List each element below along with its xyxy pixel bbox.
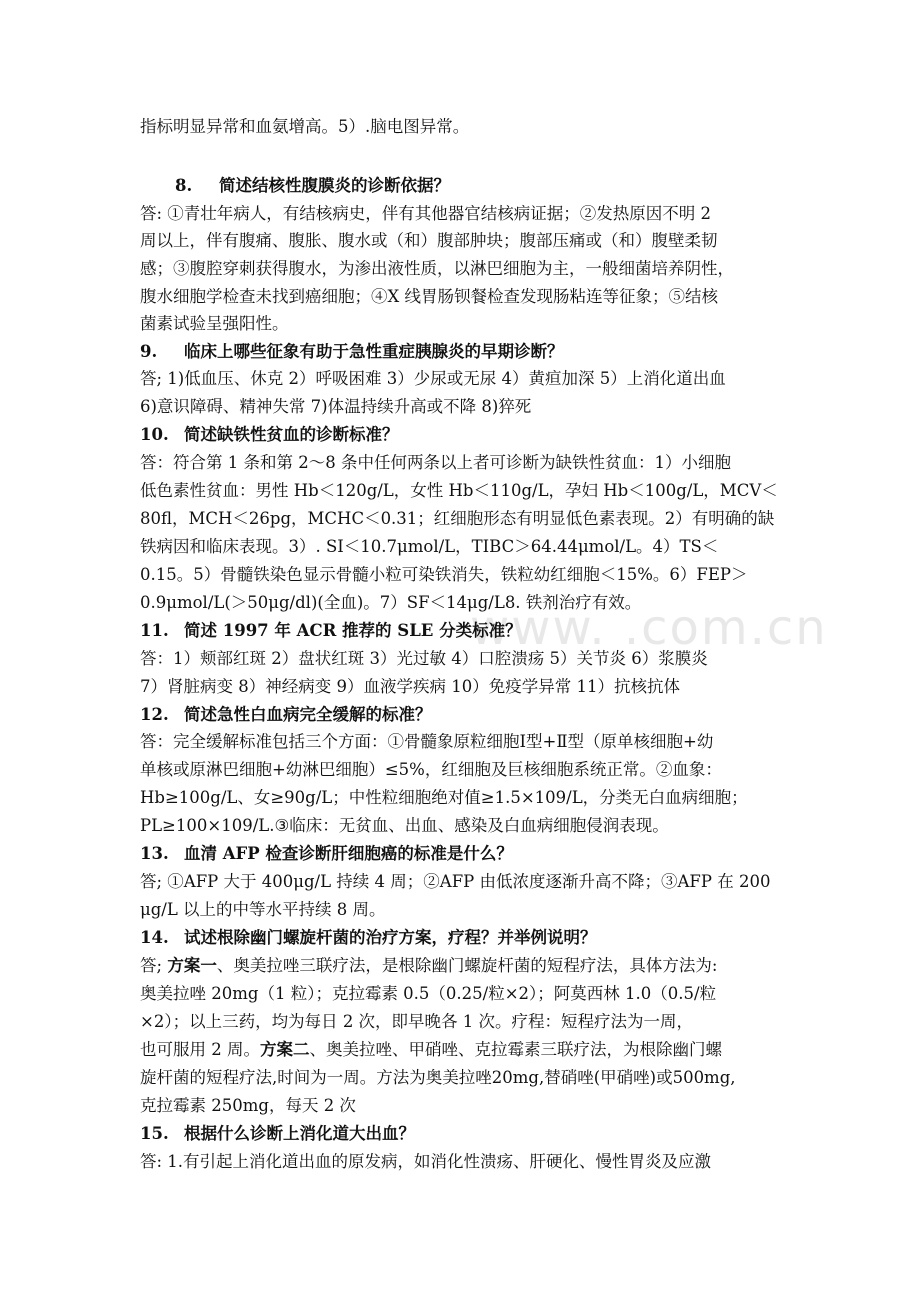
text-line: 答：符合第 1 条和第 2～8 条中任何两条以上者可诊断为缺铁性贫血：1）小细胞 (140, 453, 731, 472)
answer-14-line-4 (140, 1037, 800, 1062)
question-text: 简述缺铁性贫血的诊断标准？ (184, 425, 399, 444)
question-text: 血清 AFP 检查诊断肝细胞癌的标准是什么？ (184, 844, 513, 863)
text-line: 旋杆菌的短程疗法,时间为一周。方法为奥美拉唑20mg,替硝唑(甲硝唑)或500mg, (140, 1068, 736, 1087)
text-line: μg/L 以上的中等水平持续 8 周。 (140, 900, 386, 919)
scheme-two-label: 方案二 (260, 1040, 310, 1059)
text-line: 6)意识障碍、精神失常 7)体温持续升高或不降 8)猝死 (140, 397, 532, 416)
question-number: 12. (140, 705, 169, 724)
watermark: www. .com.cn (470, 600, 828, 656)
text-line: 周以上，伴有腹痛、腹胀、腹水或（和）腹部肿块；腹部压痛或（和）腹壁柔韧 (140, 231, 718, 250)
text-line: 菌素试验呈强阳性。 (140, 314, 289, 333)
question-text: 临床上哪些征象有助于急性重症胰腺炎的早期诊断？ (184, 342, 564, 361)
answer-text: 也可服用 2 周。 (140, 1040, 260, 1059)
text-line: 指标明显异常和血氨增高。5）.脑电图异常。 (140, 117, 470, 136)
text-line: 答：1）颊部红斑 2）盘状红斑 3）光过敏 4）口腔溃疡 5）关节炎 6）浆膜炎 (140, 649, 708, 668)
text-line: 铁病因和临床表现。3）. SI＜10.7μmol/L，TIBC＞64.44μmol/L。4）TS＜ (140, 537, 719, 556)
text-line: 感；③腹腔穿刺获得腹水，为渗出液性质，以淋巴细胞为主，一般细菌培养阴性， (140, 259, 734, 278)
scheme-one-label: 方案一 (167, 956, 217, 975)
answer-text: 、奥美拉唑、甲硝唑、克拉霉素三联疗法，为根除幽门螺 (309, 1040, 722, 1059)
text-line: 答; ①AFP 大于 400μg/L 持续 4 周；②AFP 由低浓度逐渐升高不降；③AFP 在 200 (140, 872, 771, 891)
question-11 (140, 618, 800, 643)
question-text: 试述根除幽门螺旋杆菌的治疗方案，疗程？并举例说明？ (184, 928, 597, 947)
answer-text: 、奥美拉唑三联疗法，是根除幽门螺旋杆菌的短程疗法，具体方法为: (216, 956, 718, 975)
answer-14-line-1 (140, 953, 800, 978)
question-number: 10. (140, 425, 169, 444)
text-line: PL≥100×109/L.③临床：无贫血、出血、感染及白血病细胞侵润表现。 (140, 816, 669, 835)
question-number: 15. (140, 1124, 169, 1143)
question-text: 简述结核性腹膜炎的诊断依据？ (219, 176, 450, 195)
question-text: 根据什么诊断上消化道大出血？ (184, 1124, 415, 1143)
text-line: 单核或原淋巴细胞+幼淋巴细胞）≤5%，红细胞及巨核细胞系统正常。②血象： (140, 760, 722, 779)
question-number: 11. (140, 621, 169, 640)
question-15 (140, 1121, 800, 1146)
question-text: 简述急性白血病完全缓解的标准？ (184, 705, 432, 724)
text-line: 奥美拉唑 20mg（1 粒）；克拉霉素 0.5（0.25/粒×2）；阿莫西林 1.0（0.5/粒 (140, 984, 717, 1003)
question-text: 简述 1997 年 ACR 推荐的 SLE 分类标准？ (184, 621, 522, 640)
question-number: 13. (140, 844, 169, 863)
text-line: ×2）；以上三药，均为每日 2 次，即早晚各 1 次。疗程：短程疗法为一周， (140, 1012, 694, 1031)
question-12 (140, 702, 800, 727)
text-line: 答：完全缓解标准包括三个方面：①骨髓象原粒细胞Ⅰ型+Ⅱ型（原单核细胞+幼 (140, 732, 714, 751)
question-9 (140, 339, 800, 364)
text-line: 答; 1)低血压、休克 2）呼吸困难 3）少尿或无尿 4）黄疸加深 5）上消化道出血 (140, 369, 726, 388)
question-number: 9. (140, 342, 158, 361)
text-line: 80fl，MCH＜26pg，MCHC＜0.31；红细胞形态有明显低色素表现。2）有明确的缺 (140, 509, 775, 528)
text-line: 0.15。5）骨髓铁染色显示骨髓小粒可染铁消失，铁粒幼红细胞＜15%。6）FEP＞ (140, 565, 748, 584)
question-10 (140, 422, 800, 447)
question-13 (140, 841, 800, 866)
text-line: 7）肾脏病变 8）神经病变 9）血液学疾病 10）免疫学异常 11）抗核抗体 (140, 677, 680, 696)
text-line: Hb≥100g/L、女≥90g/L；中性粒细胞绝对值≥1.5×109/L，分类无白血病细胞； (140, 788, 748, 807)
text-line: 答: ①青壮年病人，有结核病史，伴有其他器官结核病证据；②发热原因不明 2 (140, 204, 712, 223)
question-number: 8. (175, 176, 193, 195)
question-8 (175, 173, 835, 198)
text-line: 腹水细胞学检查未找到癌细胞；④X 线胃肠钡餐检查发现肠粘连等征象；⑤结核 (140, 287, 718, 306)
text-line: 低色素性贫血：男性 Hb＜120g/L，女性 Hb＜110g/L，孕妇 Hb＜100g/L，MCV＜ (140, 481, 778, 500)
text-line: 答: 1.有引起上消化道出血的原发病，如消化性溃疡、肝硬化、慢性胃炎及应激 (140, 1152, 712, 1171)
question-14 (140, 925, 800, 950)
answer-prefix: 答; (140, 956, 168, 975)
question-number: 14. (140, 928, 169, 947)
text-line: 克拉霉素 250mg，每天 2 次 (140, 1096, 356, 1115)
text-line: 0.9μmol/L(＞50μg/dl)(全血)。7）SF＜14μg/L8. 铁剂治疗有效。 (140, 593, 642, 612)
